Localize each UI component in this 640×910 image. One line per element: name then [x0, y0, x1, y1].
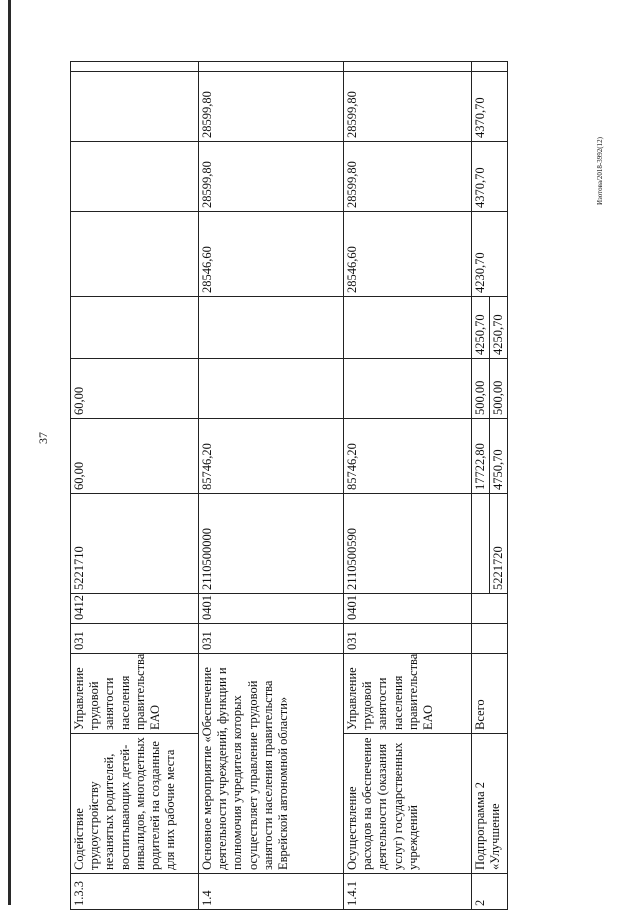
cell-grbs: 031 [344, 624, 472, 654]
cell-name: Основное мероприятие «Обеспечение деятельности учреждений, функции и полномочия учредителя которых осуществляет управление трудовой занятости населения правительства Еврейской автономной области» [199, 654, 344, 874]
cell-2020 [344, 62, 472, 72]
cell-rzpr [472, 594, 508, 624]
cell-num: 1.4 [199, 874, 344, 910]
cell-2015 [199, 359, 344, 419]
table-row [199, 62, 344, 910]
cell-num: 1.4.1 [344, 874, 472, 910]
cell-name: Осуществление расходов на обеспечение деятельности (оказания услуг) государственных учреждений [344, 734, 472, 874]
table-row [344, 62, 472, 910]
cell-2015 [344, 359, 472, 419]
cell-2019: 28599,80 [199, 72, 344, 142]
cell-2015: 60,00 [71, 359, 199, 419]
cell-total: 17722,80 [472, 419, 490, 494]
cell-rzpr: 0401 [344, 594, 472, 624]
table-row [472, 62, 490, 910]
cell-2020 [71, 62, 199, 72]
cell-csr [472, 494, 490, 594]
cell-2018 [71, 142, 199, 212]
cell-executor: Всего [472, 654, 508, 734]
cell-total: 85746,20 [344, 419, 472, 494]
cell-2015: 500,00 [472, 359, 490, 419]
cell-executor: Управление трудовой занятости населения правительства ЕАО [344, 654, 472, 734]
cell-2015: 500,00 [490, 359, 508, 419]
budget-table [70, 61, 508, 910]
cell-2016: 4250,70 [490, 297, 508, 359]
cell-2017 [71, 212, 199, 297]
cell-2018: 28599,80 [199, 142, 344, 212]
cell-csr: 5221720 [490, 494, 508, 594]
cell-rzpr: 0401 [199, 594, 344, 624]
cell-2020 [199, 62, 344, 72]
cell-grbs [472, 624, 508, 654]
cell-2016: 4250,70 [472, 297, 490, 359]
cell-name: Содействие трудоустройству незанятых родителей, воспитывающих детей-инвалидов, многодетных родителей на созданные для них рабочие места [71, 734, 199, 874]
table-row [71, 62, 199, 910]
cell-grbs: 031 [199, 624, 344, 654]
cell-name: Подпрограмма 2 «Улучшение [472, 734, 508, 874]
rotated-page [70, 30, 590, 910]
cell-rzpr: 0412 [71, 594, 199, 624]
cell-2017: 28546,60 [344, 212, 472, 297]
cell-2019 [71, 72, 199, 142]
cell-2018: 4370,70 [472, 142, 508, 212]
cell-2019: 28599,80 [344, 72, 472, 142]
cell-2016 [344, 297, 472, 359]
cell-2016 [199, 297, 344, 359]
cell-2019: 4370,70 [472, 72, 508, 142]
cell-total: 85746,20 [199, 419, 344, 494]
scan-edge-line [8, 0, 11, 905]
cell-num: 1.3.3 [71, 874, 199, 910]
cell-2018: 28599,80 [344, 142, 472, 212]
cell-csr: 2110500000 [199, 494, 344, 594]
cell-2020 [472, 62, 508, 72]
cell-num: 2 [472, 874, 508, 910]
cell-executor: Управление трудовой занятости населения правительства ЕАО [71, 654, 199, 734]
cell-2017: 4230,70 [472, 212, 508, 297]
cell-csr: 2110500590 [344, 494, 472, 594]
cell-2017: 28546,60 [199, 212, 344, 297]
cell-total: 60,00 [71, 419, 199, 494]
footer-code: Изотова/2018-3992(12) [596, 137, 604, 205]
cell-csr: 5221710 [71, 494, 199, 594]
cell-grbs: 031 [71, 624, 199, 654]
cell-total: 4750,70 [490, 419, 508, 494]
page-number: 37 [36, 432, 50, 444]
cell-2016 [71, 297, 199, 359]
